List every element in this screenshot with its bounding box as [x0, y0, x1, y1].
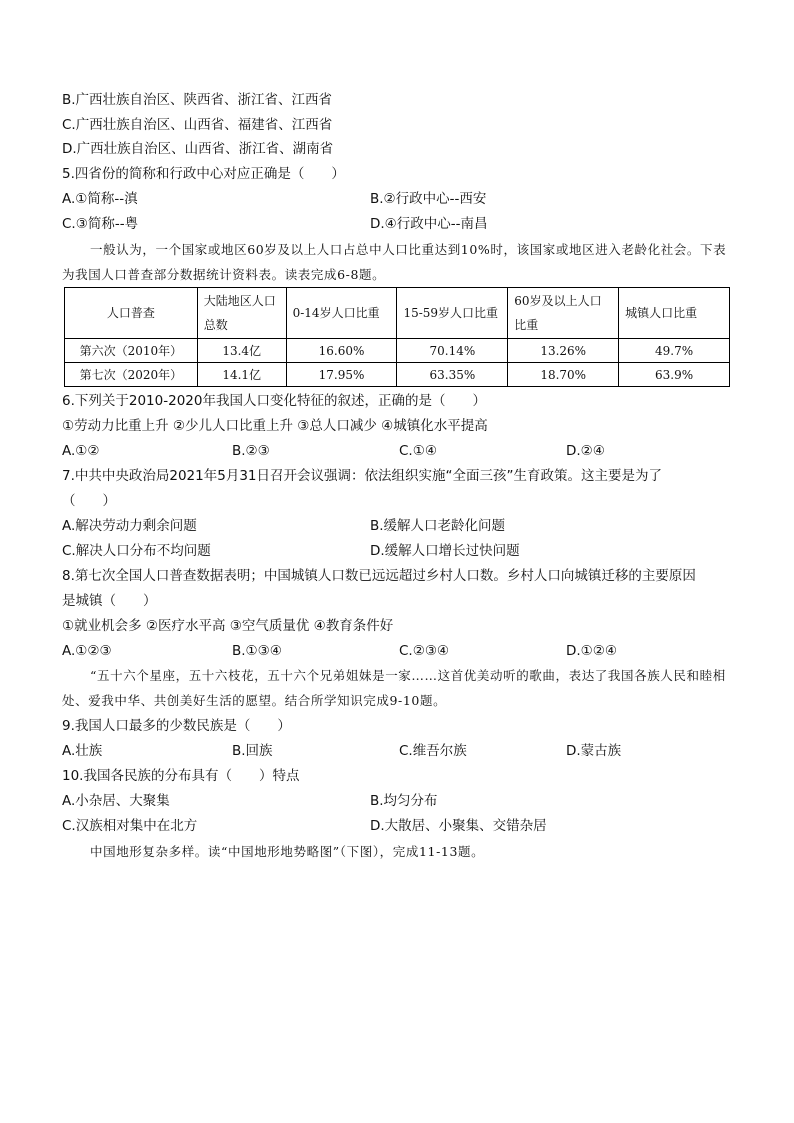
table-header: 60岁及以上人口比重 — [508, 288, 619, 339]
table-header-row — [65, 288, 730, 339]
table-cell: 第七次（2020年） — [65, 363, 198, 387]
table-cell: 13.26% — [508, 339, 619, 363]
passage-aging: 一般认为，一个国家或地区60岁及以上人口占总中人口比重达到10%时，该国家或地区进入老龄化社会。下表为我国人口普查部分数据统计资料表。读表完成6-8题。 — [62, 242, 727, 282]
q6-items: ①劳动力比重上升 ②少儿人口比重上升 ③总人口减少 ④城镇化水平提高 — [62, 418, 488, 434]
q5-option-a: A.①简称--滇 — [62, 191, 138, 207]
q10-option-c: C.汉族相对集中在北方 — [62, 818, 198, 834]
census-table — [64, 287, 730, 387]
table-cell: 63.9% — [619, 363, 730, 387]
q8-option-b: B.①③④ — [232, 643, 282, 659]
table-cell: 70.14% — [397, 339, 508, 363]
q4-option-b: B.广西壮族自治区、陕西省、浙江省、江西省 — [62, 92, 333, 108]
q9-option-d: D.蒙古族 — [566, 743, 622, 759]
table-header: 15-59岁人口比重 — [397, 288, 508, 339]
q6-stem: 6.下列关于2010-2020年我国人口变化特征的叙述，正确的是（ ） — [62, 393, 486, 409]
q6-option-d: D.②④ — [566, 443, 605, 459]
passage-ethnic-song: “五十六个星座，五十六枝花，五十六个兄弟姐妹是一家……这首优美动听的歌曲，表达了我国各族人民和睦相处、爱我中华、共创美好生活的愿望。结合所学知识完成9-10题。 — [62, 668, 726, 708]
q10-option-b: B.均匀分布 — [370, 793, 438, 809]
q8-items: ①就业机会多 ②医疗水平高 ③空气质量优 ④教育条件好 — [62, 618, 394, 634]
q9-option-c: C.维吾尔族 — [399, 743, 467, 759]
table-cell: 18.70% — [508, 363, 619, 387]
q6-option-a: A.①② — [62, 443, 100, 459]
q9-stem: 9.我国人口最多的少数民族是（ ） — [62, 718, 291, 734]
q10-option-d: D.大散居、小聚集、交错杂居 — [370, 818, 547, 834]
table-cell: 13.4亿 — [197, 339, 286, 363]
q8-option-d: D.①②④ — [566, 643, 617, 659]
table-header: 城镇人口比重 — [619, 288, 730, 339]
table-cell: 16.60% — [286, 339, 397, 363]
q8-option-a: A.①②③ — [62, 643, 112, 659]
table-cell: 49.7% — [619, 339, 730, 363]
q8-option-c: C.②③④ — [399, 643, 450, 659]
table-header: 大陆地区人口总数 — [197, 288, 286, 339]
q4-option-c: C.广西壮族自治区、山西省、福建省、江西省 — [62, 117, 333, 133]
q9-option-a: A.壮族 — [62, 743, 103, 759]
q10-option-a: A.小杂居、大聚集 — [62, 793, 170, 809]
q5-option-c: C.③简称--粤 — [62, 216, 139, 232]
q5-option-d: D.④行政中心--南昌 — [370, 216, 488, 232]
table-header: 人口普查 — [65, 288, 198, 339]
q7-option-b: B.缓解人口老龄化问题 — [370, 518, 506, 534]
q9-option-b: B.回族 — [232, 743, 273, 759]
q7-option-d: D.缓解人口增长过快问题 — [370, 543, 520, 559]
table-row — [65, 363, 730, 387]
q8-stem-cont: 是城镇（ ） — [62, 593, 157, 609]
q7-stem-cont: （ ） — [62, 493, 116, 509]
q10-stem: 10.我国各民族的分布具有（ ）特点 — [62, 768, 300, 784]
table-cell: 63.35% — [397, 363, 508, 387]
q7-option-c: C.解决人口分布不均问题 — [62, 543, 211, 559]
passage-terrain: 中国地形复杂多样。读“中国地形地势略图”（下图），完成11-13题。 — [90, 844, 485, 859]
q5-stem: 5.四省份的简称和行政中心对应正确是（ ） — [62, 166, 345, 182]
table-cell: 17.95% — [286, 363, 397, 387]
q4-option-d: D.广西壮族自治区、山西省、浙江省、湖南省 — [62, 141, 334, 157]
q6-option-b: B.②③ — [232, 443, 270, 459]
q7-option-a: A.解决劳动力剩余问题 — [62, 518, 197, 534]
q8-stem: 8.第七次全国人口普查数据表明；中国城镇人口数已远远超过乡村人口数。乡村人口向城镇迁移的主要原因 — [62, 568, 696, 584]
q7-stem: 7.中共中央政治局2021年5月31日召开会议强调：依法组织实施“全面三孩”生育政策。这主要是为了 — [62, 468, 662, 484]
table-header: 0-14岁人口比重 — [286, 288, 397, 339]
q5-option-b: B.②行政中心--西安 — [370, 191, 487, 207]
table-cell: 第六次（2010年） — [65, 339, 198, 363]
table-row — [65, 339, 730, 363]
q6-option-c: C.①④ — [399, 443, 437, 459]
table-cell: 14.1亿 — [197, 363, 286, 387]
